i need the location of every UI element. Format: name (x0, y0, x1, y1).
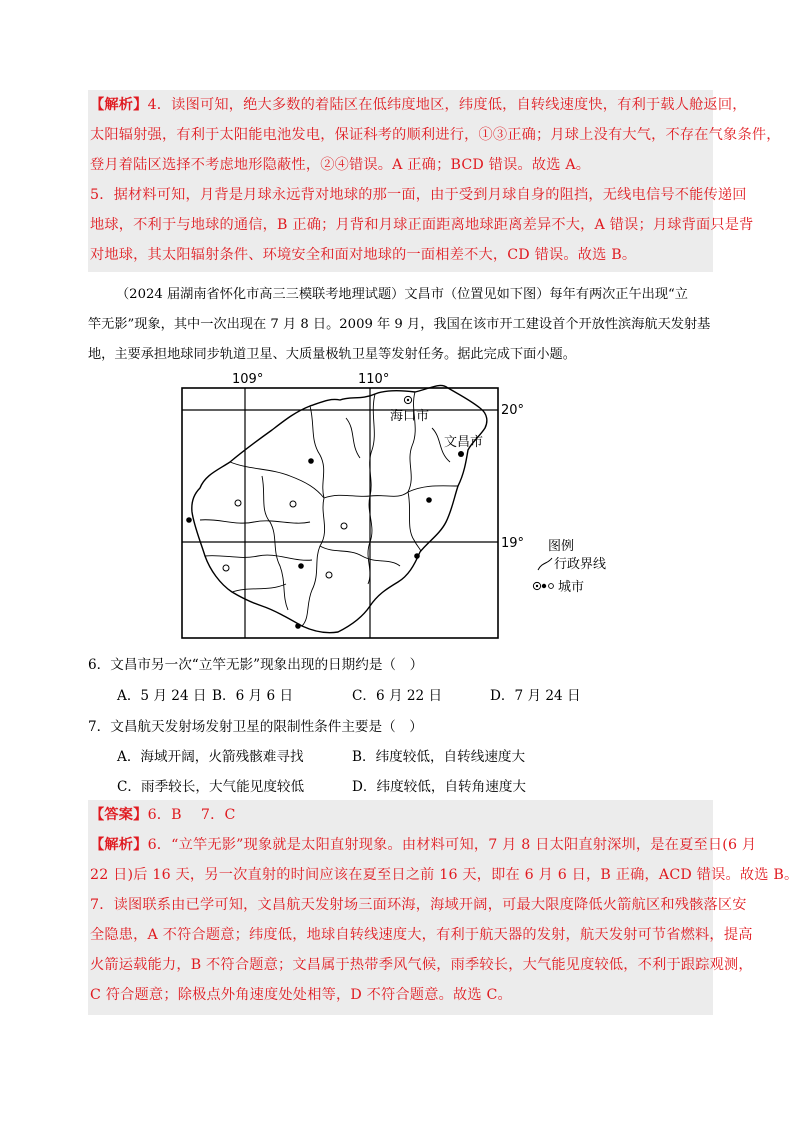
q6-option-a: A．5 月 24 日 (117, 688, 207, 704)
q7-option-b: B．纬度较低，自转线速度大 (352, 749, 526, 765)
lat-label-20: 20° (501, 403, 525, 418)
top-analysis-line-5: 地球，不利于与地球的通信，B 正确；月背和月球正面距离地球距离差异不大，A 错误；月球背面只是背 (90, 217, 754, 233)
admin-boundaries (200, 392, 458, 626)
intro-line-1: （2024 届湖南省怀化市高三三模联考地理试题）文昌市（位置见如下图）每年有两次正午出现“立 (116, 287, 688, 302)
haikou-label: 海口市 (390, 409, 430, 424)
legend-boundary-label: 行政界线 (554, 557, 607, 572)
wenchang-city-marker (458, 451, 464, 457)
bottom-analysis-line-6: C 符合题意；除极点外角速度处处相等，D 不符合题意。故选 C。 (90, 987, 512, 1003)
q6-option-c: C．6 月 22 日 (352, 688, 443, 704)
haikou-city-marker (404, 396, 411, 403)
q7-option-d: D．纬度较低，自转角速度大 (352, 779, 527, 795)
legend-city-label: 城市 (558, 580, 585, 595)
map-frame (182, 388, 498, 638)
bottom-analysis-line-4: 全隐患，A 不符合题意；纬度低，地球自转线速度大，有利于航天器的发射，航天发射可节省燃料，提高 (90, 927, 753, 943)
lon-label-109: 109° (232, 372, 264, 387)
question-7-stem: 7．文昌航天发射场发射卫星的限制性条件主要是（ ） (88, 719, 423, 735)
q6-option-d: D．7 月 24 日 (490, 688, 581, 704)
intro-line-2: 竿无影”现象，其中一次出现在 7 月 8 日。2009 年 9 月，我国在该市开工建设首个开放性滨海航天发射基 (88, 317, 711, 332)
top-analysis-box (88, 90, 781, 272)
city-marker (298, 563, 304, 569)
legend-city-symbol (533, 582, 553, 589)
legend-boundary-symbol (538, 558, 552, 570)
map-legend (533, 539, 606, 595)
bottom-analysis-line-3: 7．读图联系由已学可知，文昌航天发射场三面环海，海域开阔，可最大限度降低火箭航区和残骸落区安 (90, 897, 747, 913)
analysis-tag: 【解析】 (90, 97, 148, 113)
answer-tag: 【答案】 (90, 807, 148, 823)
city-marker (290, 501, 296, 507)
top-analysis-line-1: 【解析】4．读图可知，绝大多数的着陆区在低纬度地区，纬度低，自转线速度快，有利于载人舱返回， (90, 97, 747, 113)
top-analysis-line-2: 太阳辐射强，有利于太阳能电池发电，保证科考的顺利进行，①③正确；月球上没有大气，不存在气象条件， (90, 127, 781, 143)
lat-label-19: 19° (501, 536, 525, 551)
city-marker (295, 623, 301, 629)
top-analysis-line-3: 登月着陆区选择不考虑地形隐蔽性，②④错误。A 正确；BCD 错误。故选 A。 (90, 157, 591, 173)
island-outline (192, 385, 487, 632)
question-6-stem: 6．文昌市另一次“立竿无影”现象出现的日期约是（ ） (88, 657, 424, 673)
legend-title: 图例 (548, 539, 575, 554)
city-markers (186, 396, 464, 628)
intro-line-3: 地，主要承担地球同步轨道卫星、大质量极轨卫星等发射任务。据此完成下面小题。 (88, 347, 576, 362)
q7-option-c: C．雨季较长，大气能见度较低 (117, 779, 305, 795)
city-marker (326, 572, 332, 578)
wenchang-label: 文昌市 (444, 435, 484, 450)
bottom-answer-box (88, 800, 799, 1015)
city-marker (186, 517, 192, 523)
answer-line (88, 800, 713, 830)
analysis-tag: 【解析】 (90, 837, 148, 853)
city-marker (414, 553, 420, 559)
city-marker (308, 458, 314, 464)
question-intro (88, 280, 713, 370)
city-marker (426, 497, 432, 503)
bottom-analysis-line-5: 火箭运载能力，B 不符合题意；文昌属于热带季风气候，雨季较长，大气能见度较低，不利于跟踪观测， (90, 957, 753, 973)
answer-text: 6．B 7．C (147, 807, 236, 823)
top-analysis-line-4: 5．据材料可知，月背是月球永远背对地球的那一面，由于受到月球自身的阻挡，无线电信号不能传递回 (90, 187, 747, 203)
lon-label-110: 110° (358, 372, 390, 387)
bottom-analysis-line-2: 22 日)后 16 天，另一次直射的时间应该在夏至日之前 16 天，即在 6 月 6 日，B 正确，ACD 错误。故选 B。 (90, 867, 799, 883)
city-marker (235, 500, 241, 506)
q7-option-a: A．海域开阔，火箭残骸难寻找 (117, 749, 304, 765)
top-analysis-line-6: 对地球，其太阳辐射条件、环境安全和面对地球的一面相差不大，CD 错误。故选 B。 (90, 247, 637, 263)
city-marker (223, 565, 229, 571)
city-marker (341, 523, 347, 529)
q6-option-b: B．6 月 6 日 (212, 688, 294, 704)
hainan-map (170, 370, 630, 645)
bottom-analysis-line-1: 【解析】6．“立竿无影”现象就是太阳直射现象。由材料可知，7 月 8 日太阳直射深圳，是在夏至日(6 月 (90, 837, 757, 853)
